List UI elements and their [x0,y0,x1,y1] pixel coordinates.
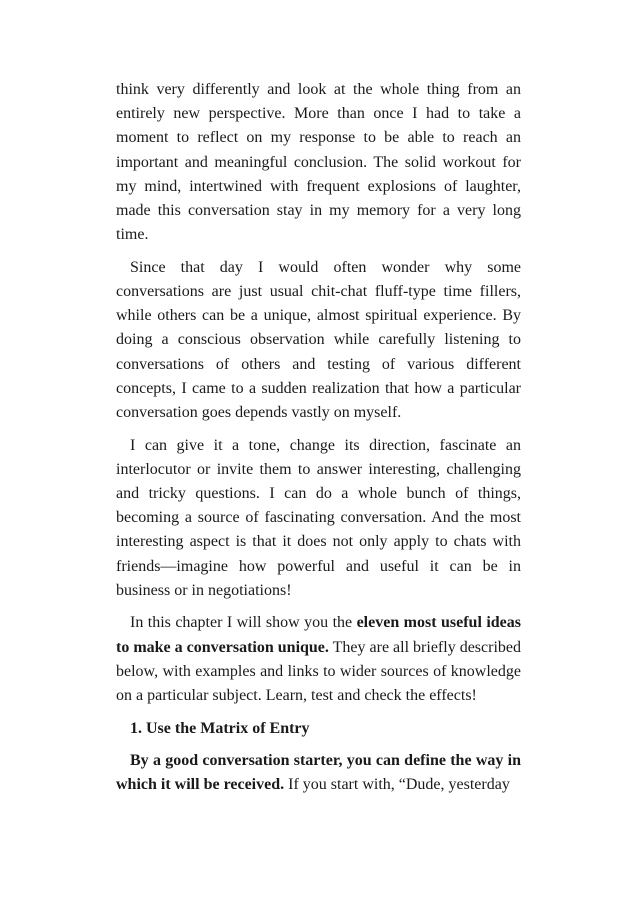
paragraph-give-tone: I can give it a tone, change its direction, fascinate an interlocutor or invite them to answer interesting, challenging and tricky questions. I can do a whole bunch of things, becoming a source of fascinating conversation. And the most interesting aspect is that it does not only apply to chats with friends—imagine how powerful and useful it can be in business or in negotiations! [116,436,521,599]
paragraph-matrix-entry [116,749,521,797]
section-heading: 1. Use the Matrix of Entry [130,719,310,737]
paragraph-chapter-intro [116,611,521,708]
chapter-intro-text: In this chapter I will show you the [130,614,357,632]
chapter-intro-emphasis: eleven most useful ideas to make a conversation unique. [116,614,521,656]
chapter-intro-text-end: They are all briefly described below, with examples and links to wider sources of knowledge on a particular subject. Learn, test and check the effects! [116,638,522,705]
paragraph-continuation: think very differently and look at the whole thing from an entirely new perspective. More than once I had to take a moment to reflect on my response to be able to reach an important and meaningful conclusion. The solid workout for my mind, intertwined with frequent explosions of laughter, made this conversation stay in my memory for a very long time. [116,81,521,244]
matrix-entry-text: If you start with, “Dude, yesterday [284,776,510,794]
matrix-entry-emphasis: By a good conversation starter, you can define the way in which it will be received. [116,752,521,794]
paragraph-conversations-wonder: Since that day I would often wonder why some conversations are just usual chit-chat fluff-type time fillers, while others can be a unique, almost spiritual experience. By doing a conscious observation while carefully listening to conversations of others and testing of various different concepts, I came to a sudden realization that how a particular conversation goes depends vastly on myself. [116,258,521,422]
book-page [116,78,521,806]
